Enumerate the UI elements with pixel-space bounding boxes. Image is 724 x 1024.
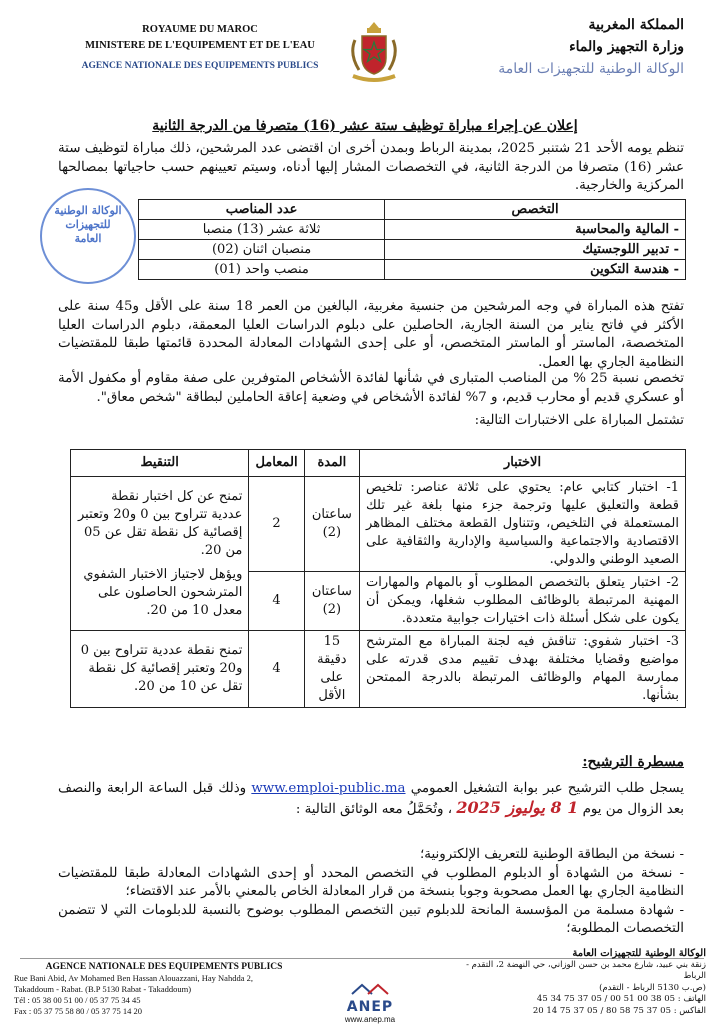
- positions-cell: منصب واحد (01): [139, 260, 385, 280]
- coefficient-header: المعامل: [249, 450, 304, 477]
- duration-cell: 15 دقيقة على الأقل: [304, 631, 359, 708]
- footer-address-ar: زنقة بني عبيد، شارع محمد بن حسن الوزاني، حي النهضة 2، التقدم - الرباط: [466, 959, 706, 981]
- table-row: [71, 477, 686, 572]
- candidacy-title: مسطرة الترشيح:: [582, 754, 684, 770]
- positions-cell: ثلاثة عشر (13) منصبا: [139, 220, 385, 240]
- emploi-public-link[interactable]: www.emploi-public.ma: [251, 781, 406, 796]
- anep-website[interactable]: www.anep.ma: [344, 1015, 396, 1024]
- exams-intro: تشتمل المباراة على الاختبارات التالية:: [474, 413, 684, 428]
- specialty-cell: - تدبير اللوجستيك: [385, 240, 686, 260]
- duration-cell: ساعتان (2): [304, 477, 359, 572]
- ministry-fr: MINISTERE DE L'EQUIPEMENT ET DE L'EAU: [85, 40, 315, 51]
- footer-address-ar-2: (ص.ب 5130 الرباط - التقدم): [599, 982, 706, 993]
- grading-oral-eligibility: ويؤهل لاجتياز الاختبار الشفوي المترشحون الحاصلون على معدل 10 من 20.: [83, 566, 243, 618]
- coefficient-cell: 4: [249, 631, 304, 708]
- positions-cell: منصبان اثنان (02): [139, 240, 385, 260]
- ministry-ar: وزارة التجهيز والماء: [569, 39, 684, 55]
- quota-paragraph: تخصص نسبة 25 % من المناصب المتبارى في شأنها لفائدة الأشخاص المتوفرين على صفة مقاوم أو مكفول الأمة أو عسكري قديم أو محارب قديم، و 7% لفائدة الأشخاص في وضعية إعاقة الحاملين لبطاقة "شخص معاق".: [58, 371, 684, 405]
- exam-header: الاختبار: [360, 450, 686, 477]
- footer-agency-fr: AGENCE NATIONALE DES EQUIPEMENTS PUBLICS: [45, 962, 283, 972]
- specialty-header: التخصص: [385, 200, 686, 220]
- grading-cell: [71, 477, 249, 631]
- footer-arabic: [466, 948, 706, 1017]
- specialty-table: [138, 199, 686, 280]
- footer-fax-ar: الفاكس : 05 37 75 58 80 / 05 37 75 14 20: [532, 1005, 706, 1016]
- footer-phone-ar: الهاتف : 05 38 00 51 00 / 05 37 75 34 45: [536, 994, 706, 1004]
- coefficient-cell: 4: [249, 572, 304, 631]
- specialty-cell: - المالية والمحاسبة: [385, 220, 686, 240]
- documents-list: [58, 846, 684, 939]
- anep-logo: [340, 980, 400, 1024]
- footer-fax-fr: Fax : 05 37 75 58 80 / 05 37 75 14 20: [14, 1006, 142, 1016]
- table-header-row: [139, 200, 686, 220]
- exam-cell: 2- اختبار يتعلق بالتخصص المطلوب أو بالمهام والمهارات المهنية المرتبطة بالوظائف المطلوب شغلها، ويمكن أن يكون على شكل أسئلة ذات اختيارات جوابية متعددة.: [360, 572, 686, 631]
- footer-agency-ar: الوكالة الوطنية للتجهيزات العامة: [572, 948, 706, 959]
- table-header-row: [71, 450, 686, 477]
- list-item: - نسخة من البطاقة الوطنية للتعريف الإلكترونية؛: [420, 847, 684, 862]
- list-item: - شهادة مسلمة من المؤسسة المانحة للدبلوم تبين التخصص المطلوب بوضوح بالنسبة للدبلومات التي لا تتضمن التخصصات المطلوبة؛: [58, 902, 684, 936]
- grading-header: التنقيط: [71, 450, 249, 477]
- table-row: [139, 220, 686, 240]
- footer-address-fr-2: Takaddoum - Rabat. (B.P 5130 Rabat - Takaddoum): [14, 984, 192, 994]
- stamp-text: الوكالة الوطنية للتجهيزات العامة: [54, 204, 122, 245]
- exam-cell: 3- اختبار شفوي: تناقش فيه لجنة المباراة مع المترشح مواضيع وقضايا مختلفة بهدف تقييم مدى قدرته على ممارسة المهام والوظائف المرتبطة بالدرجة الممتحن بشأنها.: [360, 631, 686, 708]
- kingdom-ar: المملكة المغربية: [588, 17, 684, 33]
- agency-fr: AGENCE NATIONALE DES EQUIPEMENTS PUBLICS: [81, 61, 319, 71]
- eligibility-paragraph: تفتح هذه المباراة في وجه المرشحين من جنسية مغربية، البالغين من العمر 18 سنة على الأقل و45 سنة على الأكثر في فاتح يناير من السنة الجارية، الحاصلين على دبلوم الدراسات العليا المعمقة، دبلوم الدراسات العليا المتخصصة، الماستر أو الماستر المتخصص، أو على إحدى الشهادات المعادلة المحددة قائمتها طبقا للمقتضيات النظامية الجاري بها العمل.: [58, 299, 684, 370]
- duration-header: المدة: [304, 450, 359, 477]
- table-row: [139, 240, 686, 260]
- positions-header: عدد المناصب: [139, 200, 385, 220]
- anep-logo-icon: [340, 980, 400, 999]
- exam-table: [70, 449, 686, 708]
- coefficient-cell: 2: [249, 477, 304, 572]
- grading-written-rule: تمنح عن كل اختبار نقطة عددية تتراوح بين 0 و20 وتعتبر إقصائية كل نقطة تقل عن 05 من 20.: [77, 488, 243, 558]
- candidacy-text-deadline: وذلك قبل الساعة الرابعة والنصف بعد الزوال من يوم: [58, 781, 684, 817]
- intro-paragraph: تنظم يومه الأحد 21 شتنبر 2025، بمدينة الرباط وبمدن أخرى ان اقتضى عدد المرشحين، ذلك مباراة لتوظيف ستة عشر (16) متصرفا من الدرجة الثانية، في التخصصات المشار إليها أدناه، وسيتم تعيينهم حسب حاجياتها بمصالحها المركزية والخارجية.: [58, 141, 685, 193]
- candidacy-paragraph: [58, 780, 684, 819]
- header-french: [60, 22, 340, 74]
- deadline-date-stamp: 1 8 يوليوز 2025: [456, 797, 579, 817]
- duration-cell: ساعتان (2): [304, 572, 359, 631]
- announcement-title: إعلان عن إجراء مباراة توظيف ستة عشر (16) متصرفا من الدرجة الثانية: [152, 118, 578, 134]
- anep-logo-text: ANEP: [346, 999, 394, 1015]
- list-item: - نسخة من الشهادة أو الدبلوم المطلوب في التخصص المحدد أو إحدى الشهادات المعادلة طبقا للمقتضيات النظامية الجاري بها العمل مصحوبة وجوبا بنسخة من قرار المعادلة الخاص بالمعني بالأمر عند الاقتضاء؛: [58, 865, 684, 899]
- footer-address-fr: Rue Bani Abid, Av Mohamed Ben Hassan Alouazzani, Hay Nahdda 2,: [14, 973, 253, 983]
- table-row: [71, 631, 686, 708]
- candidacy-text-tail: ، وتُحَمَّلُ معه الوثائق التالية :: [295, 801, 453, 817]
- exam-cell: 1- اختبار كتابي عام: يحتوي على ثلاثة عناصر: تلخيص قطعة والتعليق عليها وترجمة جزء منها بلغة غير تلك المستعملة في التلخيص، وتتناول القطعة مختلف المظاهر الاقتصادية والاجتماعية والسياسية والإدارية والثقافية على الصعيد الوطني والدولي.: [360, 477, 686, 572]
- grading-cell: تمنح نقطة عددية تتراوح بين 0 و20 وتعتبر إقصائية كل نقطة تقل عن 10 من 20.: [71, 631, 249, 708]
- agency-ar: الوكالة الوطنية للتجهيزات العامة: [498, 61, 684, 77]
- footer-french: [14, 962, 314, 1017]
- kingdom-fr: ROYAUME DU MAROC: [142, 24, 258, 35]
- official-stamp: [40, 188, 136, 284]
- header-arabic: [364, 14, 684, 80]
- specialty-cell: - هندسة التكوين: [385, 260, 686, 280]
- footer-phone-fr: Tél : 05 38 00 51 00 / 05 37 75 34 45: [14, 995, 141, 1005]
- table-row: [139, 260, 686, 280]
- candidacy-text-start: يسجل طلب الترشيح عبر بوابة التشغيل العمومي: [410, 781, 684, 796]
